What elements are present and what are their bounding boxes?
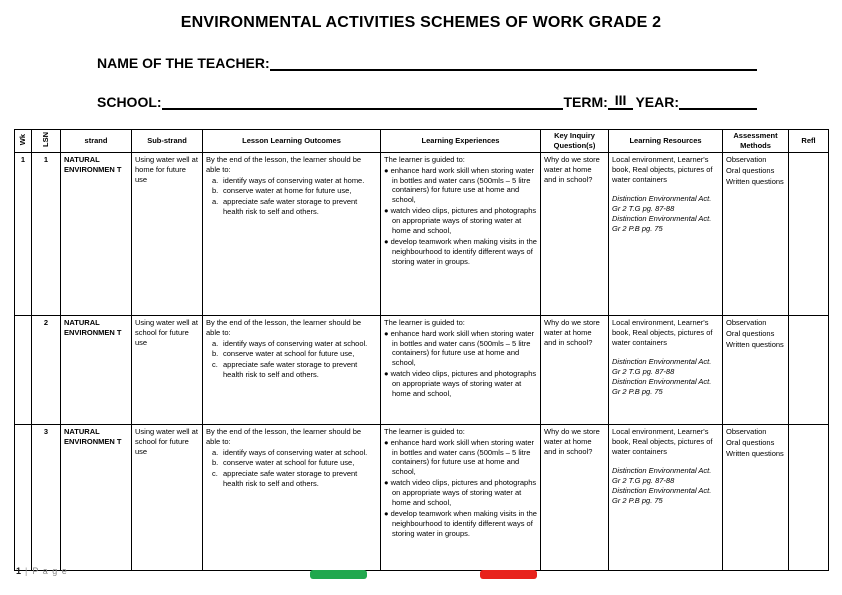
outcome-item xyxy=(206,339,377,349)
outcome-item xyxy=(206,176,377,186)
outcome-item-text: appreciate safe water storage to prevent health risk to self and others. xyxy=(223,469,358,489)
resource-reference: Distinction Environmental Act. Gr 2 T.G pg. 87-88 xyxy=(612,357,712,377)
refl-cell xyxy=(789,424,829,570)
assessment-cell xyxy=(723,315,789,424)
experience-bullet: ● watch video clips, pictures and photographs on appropriate ways of storing water at home and school, xyxy=(384,369,537,399)
experiences-intro: The learner is guided to: xyxy=(384,317,465,327)
outcomes-intro: By the end of the lesson, the learner should be able to: xyxy=(206,154,362,174)
experiences-intro: The learner is guided to: xyxy=(384,426,465,436)
teacher-label: NAME OF THE TEACHER: xyxy=(97,55,270,71)
col-header-inquiry: Key Inquiry Question(s) xyxy=(541,130,609,153)
resources-cell xyxy=(609,152,723,315)
experiences-cell xyxy=(381,152,541,315)
outcome-item xyxy=(206,349,377,359)
resources-cell xyxy=(609,315,723,424)
col-header-refl: Refl xyxy=(789,130,829,153)
experiences-cell xyxy=(381,424,541,570)
outcome-item xyxy=(206,448,377,458)
outcome-item-label: b. xyxy=(212,458,219,468)
col-header-experiences: Learning Experiences xyxy=(381,130,541,153)
outcome-item-text: appreciate safe water storage to prevent health risk to self and others. xyxy=(223,197,358,217)
resources-cell xyxy=(609,424,723,570)
year-label: YEAR: xyxy=(635,94,679,110)
outcomes-intro: By the end of the lesson, the learner should be able to: xyxy=(206,426,362,446)
assessment-line: Written questions xyxy=(726,448,784,458)
outcome-item xyxy=(206,458,377,468)
outcome-item-label: b. xyxy=(212,186,219,196)
col-header-assessment: Assessment Methods xyxy=(723,130,789,153)
outcome-item xyxy=(206,360,377,380)
outcome-item-label: a. xyxy=(212,197,219,207)
resources-main: Local environment, Learner's book, Real objects, pictures of water containers xyxy=(612,154,713,184)
outcomes-cell xyxy=(203,424,381,570)
year-blank xyxy=(679,95,757,110)
inquiry-cell: Why do we store water at home and in school? xyxy=(541,424,609,570)
experience-bullet: ● enhance hard work skill when storing water in bottles and water cans (500mls – 5 litre containers) for future use at home and school, xyxy=(384,328,535,368)
outcomes-cell xyxy=(203,315,381,424)
substrand-cell: Using water well at school for future use xyxy=(132,315,203,424)
inquiry-cell: Why do we store water at home and in school? xyxy=(541,152,609,315)
resources-main: Local environment, Learner's book, Real objects, pictures of water containers xyxy=(612,317,713,347)
footer-separator: | xyxy=(25,566,28,576)
assessment-line: Observation xyxy=(726,426,767,436)
table-row xyxy=(15,424,829,570)
experience-bullet: ● enhance hard work skill when storing water in bottles and water cans (500mls – 5 litre containers) for future use at home and school, xyxy=(384,165,535,205)
col-header-resources: Learning Resources xyxy=(609,130,723,153)
teacher-name-blank xyxy=(270,56,757,71)
outcome-item-text: conserve water at school for future use, xyxy=(223,349,355,359)
page-footer xyxy=(16,566,68,576)
lsn-cell: 1 xyxy=(32,152,61,315)
col-header-wk-label: Wk xyxy=(18,133,28,146)
term-label: TERM: xyxy=(563,94,608,110)
green-marker-bar xyxy=(310,570,367,579)
col-header-outcomes: Lesson Learning Outcomes xyxy=(203,130,381,153)
teacher-name-row xyxy=(97,55,757,71)
experience-bullet: ● watch video clips, pictures and photographs on appropriate ways of storing water at home and school, xyxy=(384,478,537,508)
assessment-line: Oral questions xyxy=(726,328,775,338)
strand-cell: NATURAL ENVIRONMEN T xyxy=(61,424,132,570)
substrand-cell: Using water well at school for future use xyxy=(132,424,203,570)
col-header-strand: strand xyxy=(61,130,132,153)
outcome-item-label: b. xyxy=(212,349,219,359)
resource-reference: Distinction Environmental Act. Gr 2 P.B pg. 75 xyxy=(612,377,712,397)
table-row xyxy=(15,315,829,424)
outcome-item xyxy=(206,469,377,489)
resource-reference: Distinction Environmental Act. Gr 2 T.G pg. 87-88 xyxy=(612,194,712,214)
outcomes-intro: By the end of the lesson, the learner should be able to: xyxy=(206,317,362,337)
table-header-row xyxy=(15,130,829,153)
assessment-cell xyxy=(723,152,789,315)
outcome-item-label: a. xyxy=(212,175,219,185)
assessment-line: Written questions xyxy=(726,339,784,349)
resources-main: Local environment, Learner's book, Real objects, pictures of water containers xyxy=(612,426,713,456)
resource-reference: Distinction Environmental Act. Gr 2 P.B pg. 75 xyxy=(612,214,712,234)
outcomes-cell xyxy=(203,152,381,315)
col-header-wk xyxy=(15,130,32,153)
col-header-lsn xyxy=(32,130,61,153)
outcome-item-text: identify ways of conserving water at school. xyxy=(223,338,368,348)
page-title: ENVIRONMENTAL ACTIVITIES SCHEMES OF WORK GRADE 2 xyxy=(180,14,662,31)
strand-cell: NATURAL ENVIRONMEN T xyxy=(61,152,132,315)
assessment-line: Oral questions xyxy=(726,165,775,175)
red-marker-bar xyxy=(480,570,537,579)
wk-cell xyxy=(15,315,32,424)
outcome-item-text: appreciate safe water storage to prevent health risk to self and others. xyxy=(223,360,358,380)
wk-cell: 1 xyxy=(15,152,32,315)
experience-bullet: ● develop teamwork when making visits in the neighbourhood to identify different ways of storing water in groups. xyxy=(384,236,537,266)
refl-cell xyxy=(789,315,829,424)
term-value: III xyxy=(608,92,634,110)
assessment-line: Observation xyxy=(726,317,767,327)
lsn-cell: 3 xyxy=(32,424,61,570)
substrand-cell: Using water well at home for future use xyxy=(132,152,203,315)
experiences-intro: The learner is guided to: xyxy=(384,154,465,164)
school-term-year-row xyxy=(97,92,757,110)
schemes-of-work-table xyxy=(14,129,829,571)
outcome-item-label: a. xyxy=(212,338,219,348)
assessment-line: Written questions xyxy=(726,176,784,186)
outcome-item-text: identify ways of conserving water at school. xyxy=(223,447,368,457)
experiences-cell xyxy=(381,315,541,424)
footer-page-number: 1 xyxy=(16,566,22,576)
resource-reference: Distinction Environmental Act. Gr 2 T.G pg. 87-88 xyxy=(612,466,712,486)
experience-bullet: ● develop teamwork when making visits in the neighbourhood to identify different ways of storing water in groups. xyxy=(384,508,537,538)
outcome-item-label: c. xyxy=(212,469,218,479)
resource-reference: Distinction Environmental Act. Gr 2 P.B pg. 75 xyxy=(612,486,712,506)
wk-cell xyxy=(15,424,32,570)
outcome-item-text: conserve water at home for future use, xyxy=(223,186,352,196)
outcome-item xyxy=(206,186,377,196)
inquiry-cell: Why do we store water at home and in school? xyxy=(541,315,609,424)
lsn-cell: 2 xyxy=(32,315,61,424)
outcome-item-text: identify ways of conserving water at home. xyxy=(223,175,365,185)
outcome-item-label: a. xyxy=(212,447,219,457)
table-row xyxy=(15,152,829,315)
outcome-item xyxy=(206,197,377,217)
col-header-lsn-label: LSN xyxy=(41,131,51,147)
footer-page-label: P a g e xyxy=(32,566,68,576)
school-label: SCHOOL: xyxy=(97,94,162,110)
col-header-substrand: Sub-strand xyxy=(132,130,203,153)
assessment-line: Observation xyxy=(726,154,767,164)
assessment-line: Oral questions xyxy=(726,437,775,447)
experience-bullet: ● enhance hard work skill when storing water in bottles and water cans (500mls – 5 litre containers) for future use at home and school, xyxy=(384,437,535,477)
strand-cell: NATURAL ENVIRONMEN T xyxy=(61,315,132,424)
refl-cell xyxy=(789,152,829,315)
outcome-item-text: conserve water at school for future use, xyxy=(223,458,355,468)
outcome-item-label: c. xyxy=(212,360,218,370)
school-name-blank xyxy=(162,95,564,110)
assessment-cell xyxy=(723,424,789,570)
experience-bullet: ● watch video clips, pictures and photographs on appropriate ways of storing water at home and school, xyxy=(384,206,537,236)
